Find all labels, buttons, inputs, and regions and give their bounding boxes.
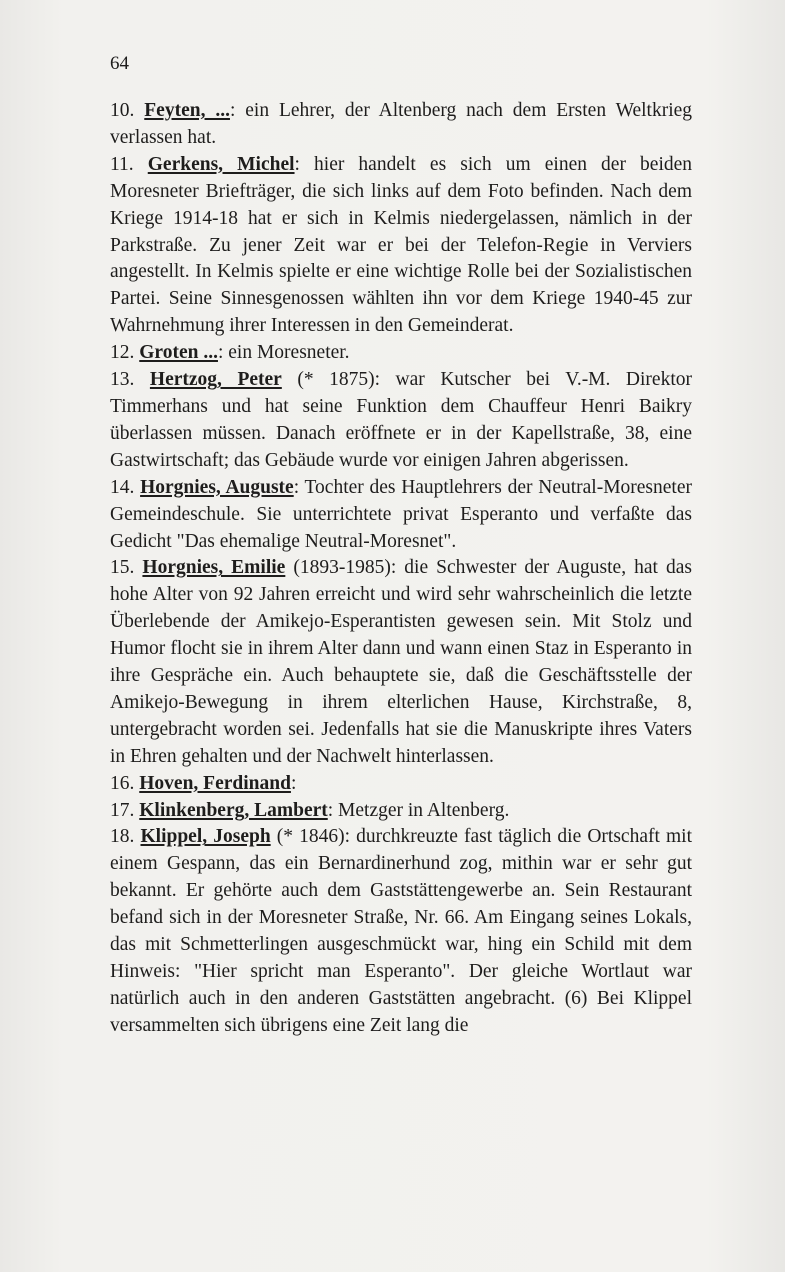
entry-text: : Metzger in Altenberg.: [327, 799, 510, 821]
entry-number: 12.: [110, 342, 135, 364]
entry-name: Hoven, Ferdinand: [139, 772, 291, 794]
entry-13: [110, 367, 692, 475]
entry-text: : hier handelt es sich um einen der beiden Moresneter Briefträger, die sich links auf dem Foto befinden. Nach dem Kriege 1914-18 hat er sich in Kelmis niedergelassen, nämlich in der Parkstraße. Zu jener Zeit war er bei der Telefon-Regie in Verviers angestellt. In Kelmis spielte er eine wichtige Rolle bei der Sozialistischen Partei. Seine Sinnesgenossen wählten ihn vor dem Kriege 1940-45 zur Wahrnehmung ihrer Interessen in den Gemeinderat.: [110, 153, 693, 337]
entry-number: 10.: [110, 100, 135, 121]
entry-name: Horgnies, Emilie: [142, 557, 286, 579]
entry-number: 16.: [110, 772, 135, 794]
entry-11: [110, 152, 692, 340]
entry-14: [110, 475, 692, 556]
entry-name: Hertzog, Peter: [149, 369, 282, 391]
entry-text: (* 1875): war Kutscher bei V.-M. Direktor Timmerhans und hat seine Funktion dem Chauffeur Henri Baikry überlassen müssen. Danach eröffnete er in der Kapellstraße, 38, eine Gastwirtschaft; das Gebäude wurde vor einigen Jahren abgerissen.: [110, 369, 692, 471]
entry-name: Groten ...: [139, 342, 218, 364]
entry-18: [110, 824, 692, 1039]
entry-number: 13.: [110, 369, 135, 391]
page-number: 64: [110, 53, 129, 74]
entry-number: 17.: [110, 799, 135, 821]
entry-16: [110, 771, 692, 798]
entry-list: [110, 98, 692, 1040]
entry-10: [110, 98, 692, 152]
entry-name: Horgnies, Auguste: [140, 476, 294, 498]
entry-17: [110, 798, 692, 825]
entry-number: 15.: [110, 557, 135, 579]
entry-15: [110, 555, 692, 770]
entry-name: Gerkens, Michel: [147, 153, 295, 175]
entry-12: [110, 340, 692, 367]
entry-text: (* 1846): durchkreuzte fast täglich die Ortschaft mit einem Gespann, das ein Bernardinerhund zog, mithin war er sehr gut bekannt. Er gehörte auch dem Gaststättengewerbe an. Sein Restaurant befand sich in der Moresneter Straße, Nr. 66. Am Eingang seines Lokals, das mit Schmetterlingen ausgeschmückt war, hing ein Schild mit dem Hinweis: "Hier spricht man Esperanto". Der gleiche Wortlaut war natürlich auch in den anderen Gaststätten angebracht. (6) Bei Klippel versammelten sich übrigens eine Zeit lang die: [110, 826, 693, 1036]
entry-number: 14.: [110, 476, 135, 498]
entry-text: :: [290, 772, 297, 794]
entry-text: (1893-1985): die Schwester der Auguste, hat das hohe Alter von 92 Jahren erreicht und wird sehr wahrscheinlich die letzte Überlebende der Amikejo-Esperantisten gewesen sein. Mit Stolz und Humor flocht sie in ihrem Alter dann und wann einen Staz in Esperanto in ihre Gespräche ein. Auch behauptete sie, daß die Geschäftsstelle der Amikejo-Bewegung in ihrem elterlichen Hause, Kirchstraße, 8, untergebracht worden sei. Jedenfalls hat sie die Manuskripte ihres Vaters in Ehren gehalten und der Nachwelt hinterlassen.: [110, 557, 692, 767]
entry-name: Klippel, Joseph: [140, 826, 271, 848]
entry-number: 18.: [110, 826, 135, 848]
entry-text: : ein Lehrer, der Altenberg nach dem Ersten Weltkrieg verlassen hat.: [110, 100, 693, 148]
entry-number: 11.: [110, 153, 134, 175]
entry-text: : Tochter des Hauptlehrers der Neutral-Moresneter Gemeindeschule. Sie unterrichtete privat Esperanto und verfaßte das Gedicht "Das ehemalige Neutral-Moresnet".: [110, 476, 692, 552]
entry-name: Klinkenberg, Lambert: [139, 799, 328, 821]
entry-name: Feyten, ...: [144, 100, 230, 121]
entry-text: : ein Moresneter.: [217, 342, 350, 364]
